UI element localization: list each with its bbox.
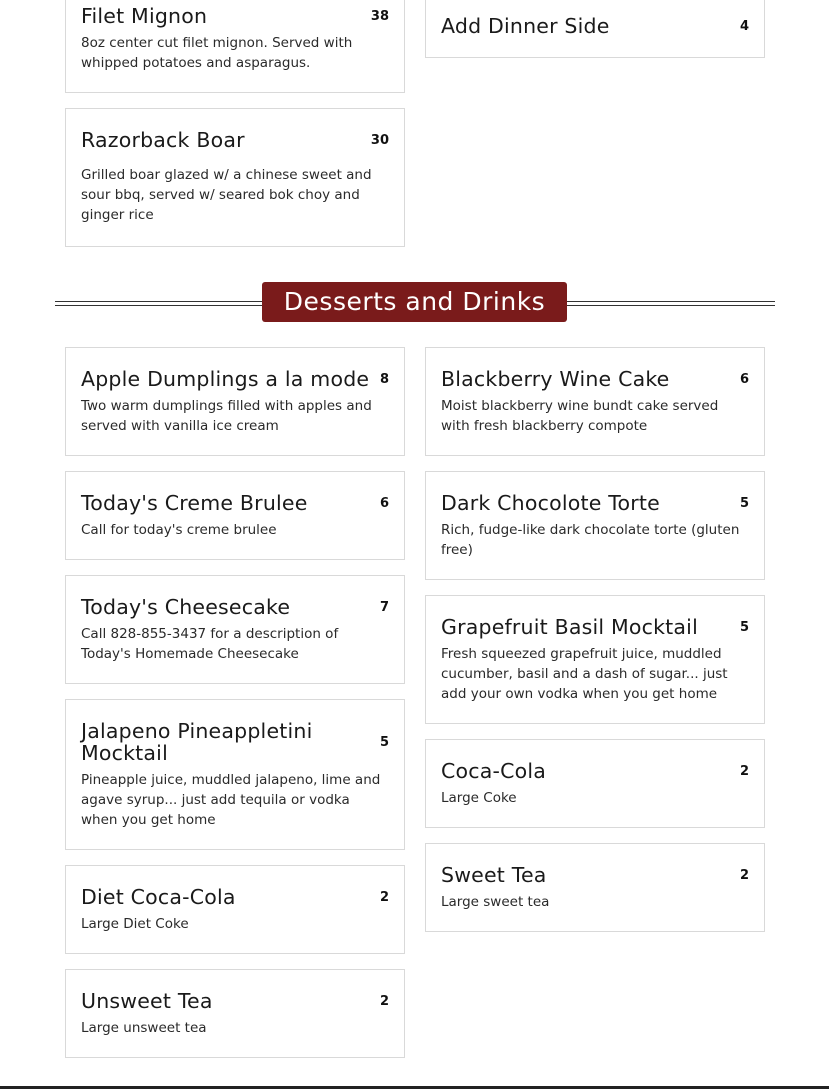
menu-item-name: Add Dinner Side <box>441 14 610 38</box>
menu-item-name: Filet Mignon <box>81 4 208 28</box>
menu-item-name: Razorback Boar <box>81 128 245 152</box>
menu-item-description: Pineapple juice, muddled jalapeno, lime and agave syrup... just add tequila or vodka when you get home <box>81 772 381 828</box>
menu-item-blackberry-wine-cake[interactable] <box>425 347 765 456</box>
menu-item-price: 5 <box>379 735 389 750</box>
menu-item-name: Today's Cheesecake <box>81 595 291 619</box>
menu-item-price: 30 <box>370 133 389 148</box>
menu-item-price: 2 <box>739 764 749 779</box>
menu-item-razorback-boar[interactable] <box>65 108 405 247</box>
menu-item-description: Rich, fudge-like dark chocolate torte (gluten free) <box>441 522 740 558</box>
menu-item-description: Moist blackberry wine bundt cake served with fresh blackberry compote <box>441 398 719 434</box>
menu-item-price: 6 <box>379 496 389 511</box>
menu-item-name: Grapefruit Basil Mocktail <box>441 615 698 639</box>
menu-item-price: 2 <box>379 994 389 1009</box>
section-title: Desserts and Drinks <box>262 282 567 322</box>
menu-item-name: Today's Creme Brulee <box>81 491 308 515</box>
menu-item-filet-mignon[interactable] <box>65 0 405 93</box>
menu-item-chocolate-torte[interactable] <box>425 471 765 580</box>
menu-item-apple-dumplings[interactable] <box>65 347 405 456</box>
menu-item-price: 4 <box>739 19 749 34</box>
menu-item-price: 6 <box>739 372 749 387</box>
menu-item-description: Large unsweet tea <box>81 1020 207 1036</box>
menu-item-name: Jalapeno Pineappletini Mocktail <box>81 719 313 765</box>
menu-item-description: Call 828-855-3437 for a description of Today's Homemade Cheesecake <box>81 626 339 662</box>
menu-item-grapefruit-mocktail[interactable] <box>425 595 765 724</box>
menu-item-name: Unsweet Tea <box>81 989 213 1013</box>
menu-item-unsweet-tea[interactable] <box>65 969 405 1058</box>
menu-item-name: Coca-Cola <box>441 759 547 783</box>
menu-item-diet-coca-cola[interactable] <box>65 865 405 954</box>
menu-item-name: Dark Chocolote Torte <box>441 491 660 515</box>
menu-item-description: Fresh squeezed grapefruit juice, muddled cucumber, basil and a dash of sugar... just add your own vodka when you get home <box>441 646 728 702</box>
menu-item-price: 5 <box>739 620 749 635</box>
menu-item-sweet-tea[interactable] <box>425 843 765 932</box>
menu-item-price: 7 <box>379 600 389 615</box>
menu-item-description: Large sweet tea <box>441 894 550 910</box>
menu-item-price: 2 <box>739 868 749 883</box>
menu-item-name: Sweet Tea <box>441 863 547 887</box>
section-heading <box>55 282 775 322</box>
menu-item-name: Diet Coca-Cola <box>81 885 236 909</box>
menu-item-price: 2 <box>379 890 389 905</box>
menu-item-price: 8 <box>379 372 389 387</box>
menu-item-add-dinner-side[interactable] <box>425 0 765 58</box>
menu-item-name: Blackberry Wine Cake <box>441 367 670 391</box>
menu-item-jalapeno-mocktail[interactable] <box>65 699 405 850</box>
menu-item-description: Large Coke <box>441 790 517 806</box>
menu-item-description: Large Diet Coke <box>81 916 189 932</box>
menu-item-cheesecake[interactable] <box>65 575 405 684</box>
menu-item-name: Apple Dumplings a la mode <box>81 367 370 391</box>
menu-item-coca-cola[interactable] <box>425 739 765 828</box>
menu-item-description: Grilled boar glazed w/ a chinese sweet and sour bbq, served w/ seared bok choy and ginger rice <box>81 167 372 223</box>
menu-item-price: 38 <box>370 9 389 24</box>
menu-item-creme-brulee[interactable] <box>65 471 405 560</box>
menu-item-price: 5 <box>739 496 749 511</box>
menu-item-description: Call for today's creme brulee <box>81 522 277 538</box>
menu-item-description: Two warm dumplings filled with apples and served with vanilla ice cream <box>81 398 372 434</box>
menu-item-description: 8oz center cut filet mignon. Served with whipped potatoes and asparagus. <box>81 35 353 71</box>
